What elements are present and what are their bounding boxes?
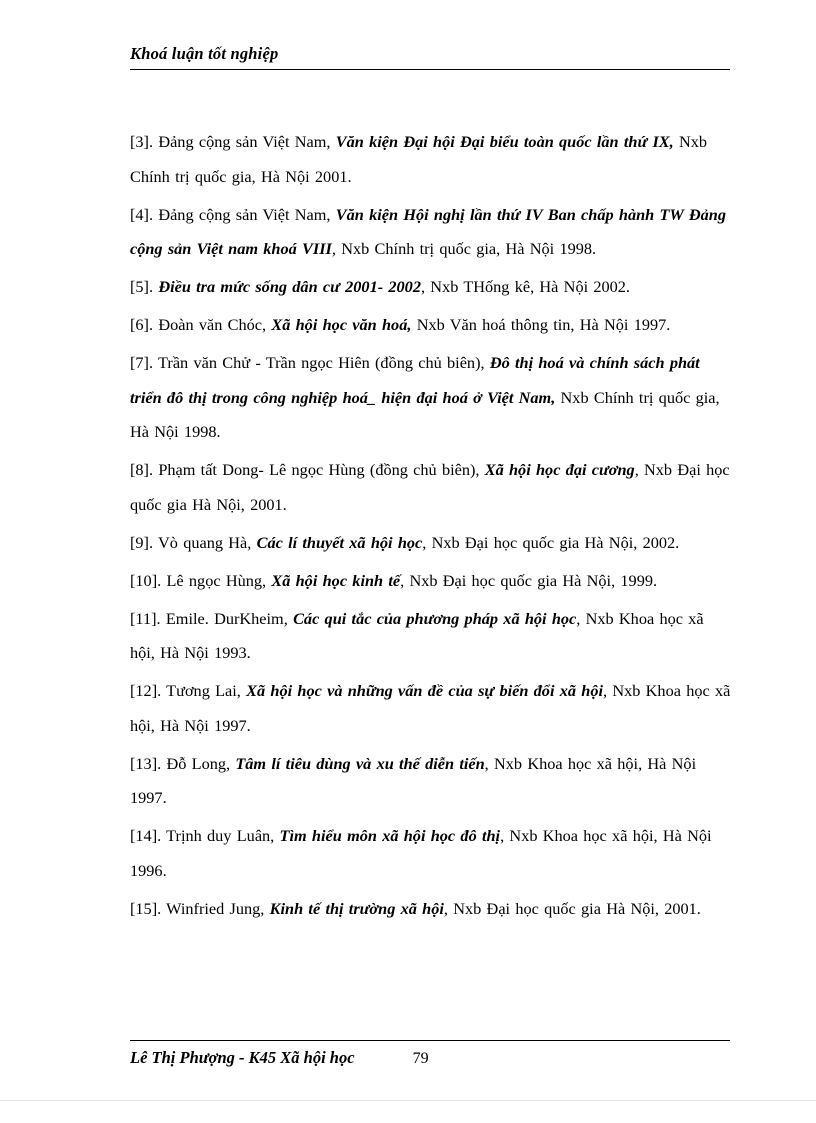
reference-entry [130,819,732,888]
reference-title: Điều tra mức sống dân cư 2001- 2002 [158,277,421,296]
reference-title: Các qui tắc của phương pháp xã hội học [293,608,577,628]
page-number: 79 [412,1050,429,1067]
reference-text: [4]. Đảng cộng sản Việt Nam, [130,204,336,224]
reference-title: Kinh tế thị trường xã hội [269,898,444,918]
reference-text: [9]. Vò quang Hà, [130,532,257,552]
reference-text: [14]. Trịnh duy Luân, [130,826,280,845]
reference-title: Tìm hiểu môn xã hội học đô thị [279,826,501,845]
page-footer [130,1040,730,1068]
reference-list [130,125,732,930]
reference-entry [130,602,732,671]
reference-text: , Nxb THống kê, Hà Nội 2002. [420,277,631,296]
reference-title: Văn kiện Hội nghị lần thứ IV Ban chấp hành TW Đảng cộng sản Việt nam khoá VIII [130,204,726,258]
reference-entry [130,564,732,599]
reference-text: , Nxb Đại học quốc gia Hà Nội, 2001. [443,898,701,918]
header-title: Khoá luận tốt nghiệp [130,44,279,63]
reference-text: , Nxb Chính trị quốc gia, Hà Nội 1998. [331,239,597,258]
reference-entry [130,526,732,561]
footer-line [130,1048,730,1068]
reference-text: , Nxb Khoa học xã hội, Hà Nội 1993. [130,608,704,662]
footer-divider [130,1040,730,1041]
header-divider [130,69,730,70]
reference-text: Nxb Văn hoá thông tin, Hà Nội 1997. [411,315,671,334]
reference-entry [130,308,732,343]
reference-entry [130,892,732,927]
reference-entry [130,453,732,522]
reference-text: [10]. Lê ngọc Hùng, [130,570,272,590]
reference-text: [13]. Đỗ Long, [130,753,236,773]
reference-text: [15]. Winfried Jung, [130,898,270,918]
reference-entry [130,125,732,194]
reference-text: , Nxb Đại học quốc gia Hà Nội, 2001. [130,460,730,514]
reference-text: , Nxb Khoa học xã hội, Hà Nội 1997. [130,681,731,735]
reference-text: [11]. Emile. DurKheim, [130,608,294,628]
reference-title: Tâm lí tiêu dùng và xu thế diễn tiến [235,753,485,773]
reference-text: [3]. Đảng cộng sản Việt Nam, [130,132,336,151]
reference-text: , Nxb Đại học quốc gia Hà Nội, 1999. [400,570,658,590]
reference-title: Xã hội học và những vấn đề của sự biến đổi xã hội [246,681,604,700]
reference-title: Xã hội học đại cương [484,460,635,479]
reference-text: [12]. Tương Lai, [130,681,247,700]
reference-entry [130,270,732,305]
reference-text: [6]. Đoàn văn Chóc, [130,315,272,334]
reference-text: , Nxb Khoa học xã hội, Hà Nội 1996. [130,826,712,880]
reference-text: Nxb Chính trị quốc gia, Hà Nội 1998. [130,387,720,441]
reference-title: Xã hội học kinh tế [271,570,401,590]
reference-text: , Nxb Khoa học xã hội, Hà Nội 1997. [130,753,697,807]
reference-text: [7]. Trần văn Chử - Trần ngọc Hiên (đồng chủ biên), [130,353,490,372]
reference-title: Đô thị hoá và chính sách phát triển đô thị trong công nghiệp hoá_ hiện đại hoá ở Việt Nam, [130,353,700,407]
reference-text: , Nxb Đại học quốc gia Hà Nội, 2002. [422,532,680,552]
page-header [130,44,730,70]
reference-title: Các lí thuyết xã hội học [256,532,423,552]
reference-title: Văn kiện Đại hội Đại biểu toàn quốc lần thứ IX, [335,132,674,151]
page-bottom-strip [0,1100,816,1123]
reference-entry [130,747,732,816]
reference-entry [130,674,732,743]
footer-author: Lê Thị Phượng - K45 Xã hội học [130,1048,355,1067]
reference-text: [5]. [130,277,159,296]
reference-text: [8]. Phạm tất Dong- Lê ngọc Hùng (đồng chủ biên), [130,460,485,479]
reference-entry [130,198,732,267]
reference-text: Nxb Chính trị quốc gia, Hà Nội 2001. [130,132,708,186]
reference-title: Xã hội học văn hoá, [271,315,412,334]
reference-entry [130,346,732,450]
